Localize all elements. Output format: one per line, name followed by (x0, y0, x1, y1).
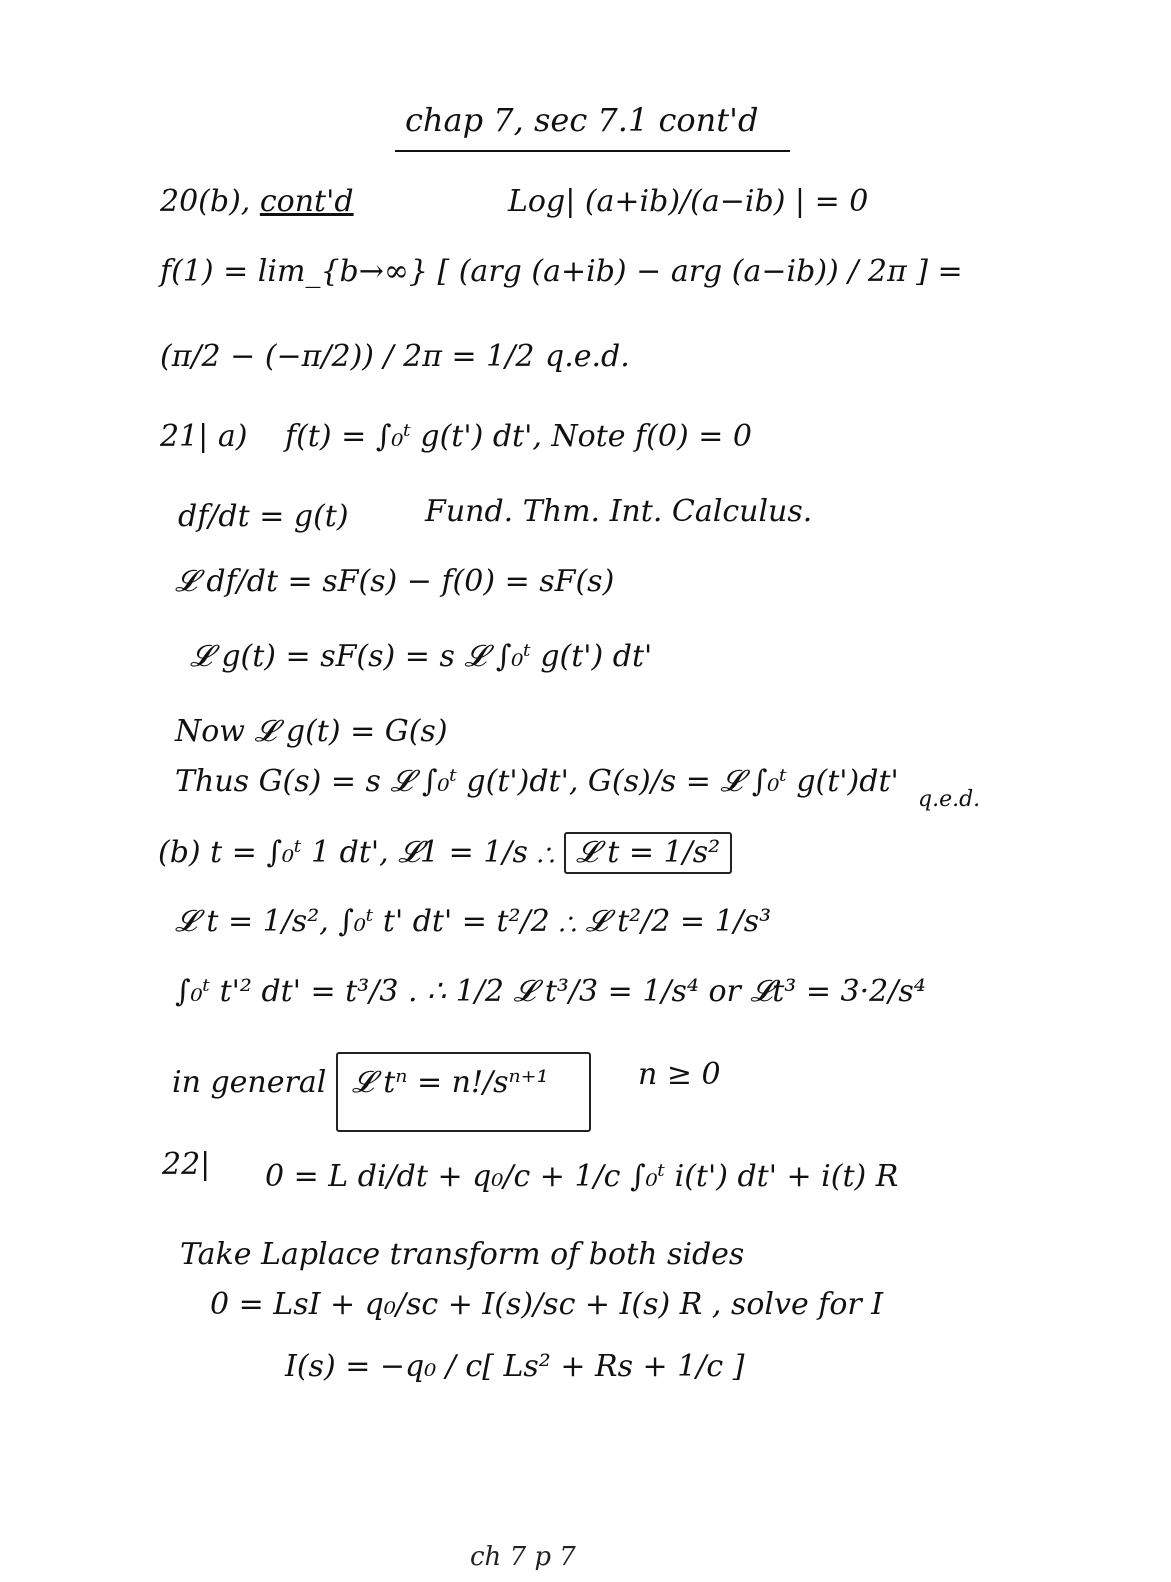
current-solution: I(s) = −q₀ / c[ Ls² + Rs + 1/c ] (285, 1349, 745, 1384)
laplace-t-squared-line: 𝓛 t = 1/s², ∫₀ᵗ t' dt' = t²/2 ∴ 𝓛 t²/2 = 1/s³ (175, 904, 772, 939)
fundamental-theorem-note: Fund. Thm. Int. Calculus. (425, 494, 813, 529)
laplace-g-expression: 𝓛 g(t) = sF(s) = s 𝓛 ∫₀ᵗ g(t') dt' (190, 639, 653, 674)
f1-limit-expression: f(1) = lim_{b→∞} [ (arg (a+ib) − arg (a−ib)) / 2π ] = (160, 254, 963, 289)
laplace-circuit-equation: 0 = LsI + q₀/sc + I(s)/sc + I(s) R , solve for I (210, 1287, 884, 1322)
problem-21a-label: 21| a) (160, 419, 248, 454)
page-footer: ch 7 p 7 (470, 1542, 576, 1570)
part-b-expression: (b) t = ∫₀ᵗ 1 dt', 𝓛1 = 1/s ∴ (158, 835, 555, 870)
laplace-df-dt: 𝓛 df/dt = sF(s) − f(0) = sF(s) (175, 564, 615, 599)
qed-mark-2: q.e.d. (918, 787, 981, 812)
general-formula-box: 𝓛 tⁿ = n!/sⁿ⁺¹ (336, 1052, 591, 1132)
f-integral-definition: f(t) = ∫₀ᵗ g(t') dt', Note f(0) = 0 (285, 419, 752, 454)
log-expression: Log| (a+ib)/(a−ib) | = 0 (508, 184, 869, 219)
pi-fraction-expression: (π/2 − (−π/2)) / 2π = 1/2 (160, 339, 535, 374)
circuit-equation: 0 = L di/dt + q₀/c + 1/c ∫₀ᵗ i(t') dt' + i(t) R (265, 1159, 899, 1194)
laplace-t-boxed-result: 𝓛 t = 1/s² (564, 832, 732, 874)
problem-22-label: 22| (162, 1147, 211, 1182)
thus-line: Thus G(s) = s 𝓛 ∫₀ᵗ g(t')dt', G(s)/s = 𝓛 ∫₀ᵗ g(t')dt' (175, 764, 899, 799)
problem-20b-number: 20(b), (160, 184, 251, 219)
problem-20b-contd: cont'd (259, 184, 354, 219)
in-general-label: in general (172, 1065, 327, 1100)
now-line: Now 𝓛 g(t) = G(s) (175, 714, 448, 749)
df-dt-expression: df/dt = g(t) (178, 499, 349, 534)
part-b-line (158, 832, 732, 874)
problem-20b-label (160, 185, 354, 219)
title-underline (395, 150, 790, 152)
t-cubed-line: ∫₀ᵗ t'² dt' = t³/3 . ∴ 1/2 𝓛 t³/3 = 1/s⁴ or 𝓛t³ = 3·2/s⁴ (175, 974, 926, 1009)
qed-mark-1: q.e.d. (545, 339, 630, 374)
page-title: chap 7, sec 7.1 cont'd (405, 101, 759, 139)
n-condition: n ≥ 0 (638, 1057, 721, 1092)
take-laplace-note: Take Laplace transform of both sides (180, 1237, 745, 1272)
general-result-line (172, 1052, 591, 1132)
